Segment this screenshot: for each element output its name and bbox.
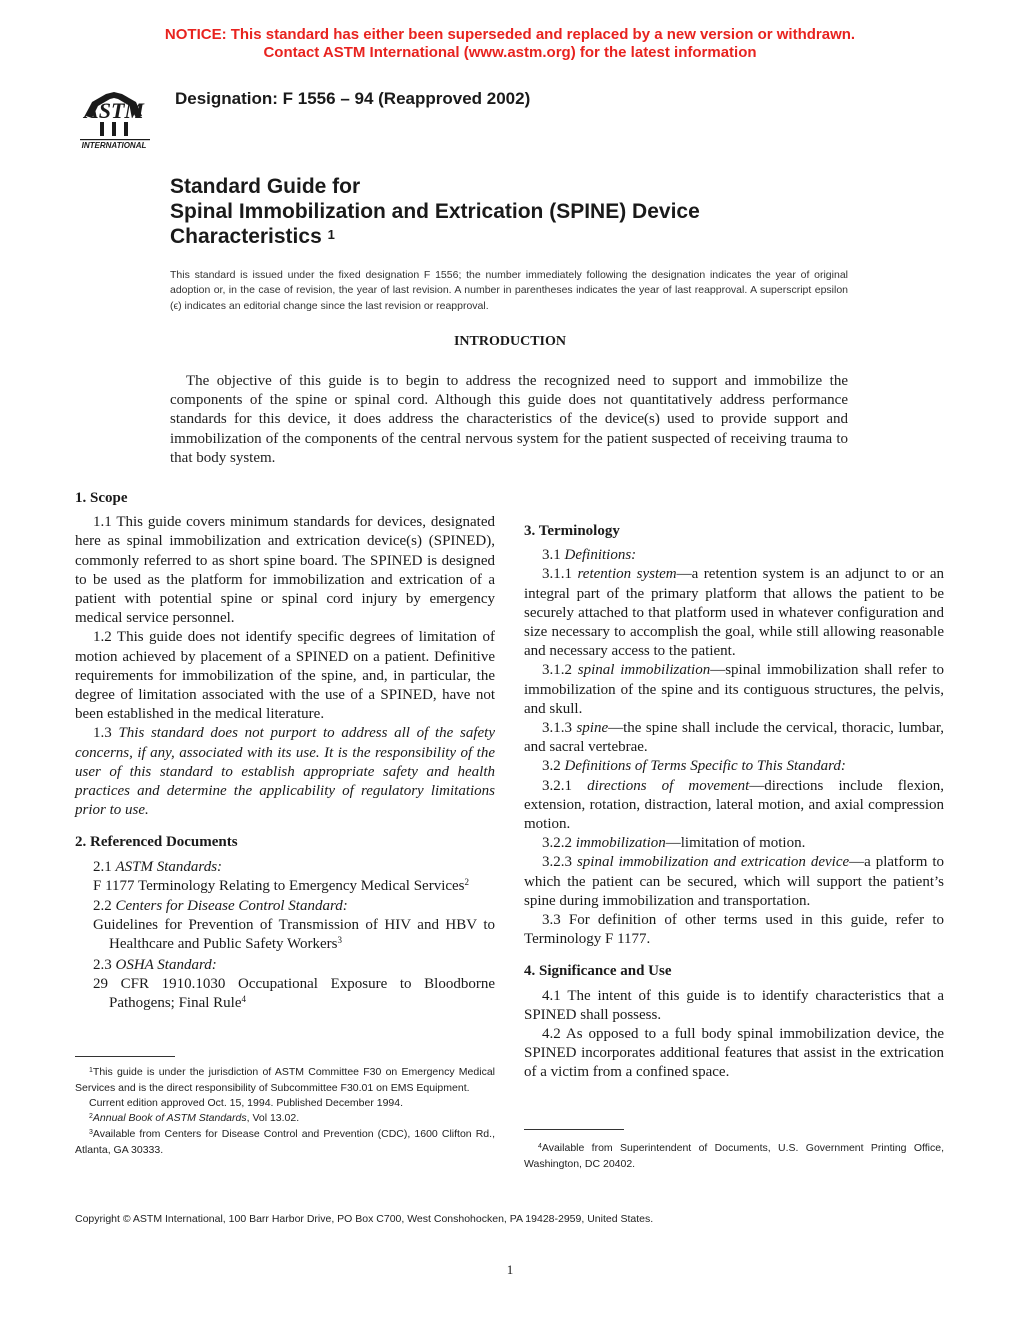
term-3-1-3 [524,719,944,757]
ref-2-3-number: 2.3 [93,956,116,973]
page-number: 1 [506,1262,514,1277]
ref-cdc [75,916,495,955]
ref-2-3-label: OSHA Standard: [115,956,217,973]
footnote-2-text: , Vol 13.02. [246,1112,300,1124]
footnote-4-number: 4 [538,1143,542,1150]
footnote-1-number: 1 [89,1067,93,1074]
footnote-1-edition: Current edition approved Oct. 15, 1994. Published December 1994. [89,1097,404,1109]
term-3-1-1 [524,565,944,661]
term-3-3: 3.3 For definition of other terms used in this guide, refer to Terminology F 1177. [524,912,944,948]
footnote-4 [524,1141,944,1172]
document-title [170,174,700,251]
term-3-1-1-text: —a retention system is an adjunct to or an integral part of the primary platform that allows the patient to be securely attached to that platform used in whatever configuration and size necessary to accomplish the goal, while still allowing reasonable and necessary access to the patient. [524,566,944,660]
ref-osha-footnote[interactable]: 4 [241,994,246,1005]
left-column [75,489,496,1012]
term-3-2-2-text: —limitation of motion. [665,835,806,852]
ref-f1177-text: F 1177 Terminology Relating to Emergency Medical Services [93,877,465,894]
term-3-2-3-number: 3.2.3 [542,854,577,871]
footnote-rule-right [524,1129,624,1130]
referenced-heading: 2. Referenced Documents [75,834,238,851]
issue-note: This standard is issued under the fixed designation F 1556; the number immediately following the designation indicates the year of original adoption or, in the case of revision, the year of last revision. A number in parentheses indicates the year of last reapproval. A superscript epsilon (ϵ) indicates an editorial change since the last revision or reapproval. [170,269,848,312]
introduction-text: The objective of this guide is to begin to address the recognized need to support and immobilize the components of the spine or spinal cord. Although this guide does not quantitatively address performance standards for this device, it does address the characteristics of the device(s) used to provide support and immobilization of the components of the central nervous system for the patient suspected of receiving trauma to that body system. [170,373,848,466]
term-3-2-2 [524,834,944,853]
term-3-1-2-term: spinal immobilization [577,662,711,679]
footnote-4-text: Available from Superintendent of Documents, U.S. Government Printing Office, Washington, DC 20402. [524,1142,944,1170]
term-3-2-2-term: immobilization [575,835,666,852]
term-3-1-3-text: —the spine shall include the cervical, thoracic, lumbar, and sacral vertebrae. [524,720,944,756]
ref-cdc-text: Guidelines for Prevention of Transmission of HIV and HBV to Healthcare and Public Safety Workers [93,917,495,953]
term-3-1-3-term: spine [576,720,609,737]
footnote-rule-left [75,1056,175,1057]
term-3-2 [524,757,944,776]
scope-1-1: 1.1 This guide covers minimum standards for devices, designated here as spinal immobilization and extrication device(s) (SPINED), commonly referred to as short spine board. The SPINED is designed to be used as the platform for immobilization and extrication of a patient with potential spine or spinal cord injury by emergency medical service personnel. [75,514,495,627]
term-3-2-3-text: —a platform to which the patient can be secured, which will support the patient’s spine during immobilization and transportation. [524,854,944,909]
scope-1-3-text: This standard does not purport to address all of the safety concerns, if any, associated with its use. It is the responsibility of the user of this standard to establish appropriate safety and health practices and determine the applicability of regulatory limitations prior to use. [75,725,496,819]
footnote-2-number: 2 [89,1113,93,1120]
ref-cdc-footnote[interactable]: 3 [337,935,342,946]
significance-4-1: 4.1 The intent of this guide is to identify characteristics that a SPINED shall possess. [524,987,944,1023]
footnotes-left [75,1065,495,1158]
footnote-3-text: Available from Centers for Disease Control and Prevention (CDC), 1600 Clifton Rd., Atlanta, GA 30333. [75,1128,495,1156]
notice-line-1: NOTICE: This standard has either been superseded and replaced by a new version or withdrawn. [164,26,856,43]
copyright-line: Copyright © ASTM International, 100 Barr Harbor Drive, PO Box C700, West Conshohocken, PA 19428-2959, United States. [75,1213,654,1225]
footnote-3-number: 3 [89,1129,93,1136]
term-3-1-label: Definitions: [564,547,637,564]
notice-line-2: Contact ASTM International (www.astm.org) for the latest information [263,44,757,61]
terminology-heading: 3. Terminology [524,523,620,539]
ref-2-1-label: ASTM Standards: [115,858,223,875]
footnote-1 [75,1065,495,1096]
significance-heading: 4. Significance and Use [524,963,672,980]
ref-2-1 [75,858,495,877]
term-3-1-3-number: 3.1.3 [542,720,577,737]
term-3-2-1-number: 3.2.1 [542,777,588,794]
ref-2-2-label: Centers for Disease Control Standard: [115,898,348,915]
title-footnote-ref[interactable]: 1 [327,227,335,242]
term-3-2-3-term: spinal immobilization and extrication device [576,854,850,871]
title-line-3: Characteristics [170,225,322,248]
ref-2-2 [75,897,495,916]
title-line-1: Standard Guide for [170,175,361,198]
astm-logo [66,78,162,150]
term-3-1-2-number: 3.1.2 [542,662,578,679]
ref-osha [75,975,495,1012]
ref-f1177-footnote[interactable]: 2 [464,876,470,887]
term-3-1-number: 3.1 [542,547,565,564]
term-3-2-1-term: directions of movement [587,777,750,794]
footnote-2-italic: Annual Book of ASTM Standards [92,1112,247,1124]
footnote-3 [75,1127,495,1158]
term-3-1-2 [524,661,944,719]
term-3-2-label: Definitions of Terms Specific to This Standard: [564,758,846,775]
logo-wordmark: ASTM [84,98,144,123]
term-3-1 [524,546,944,565]
ref-osha-text: 29 CFR 1910.1030 Occupational Exposure to Bloodborne Pathogens; Final Rule [93,975,495,1012]
term-3-2-1-text: —directions include flexion, extension, rotation, distraction, lateral motion, and axial compression motion. [524,777,944,833]
term-3-1-1-number: 3.1.1 [542,566,578,583]
term-3-2-1 [524,777,944,835]
designation: Designation: F 1556 – 94 (Reapproved 2002) [175,89,531,108]
logo-subtext: INTERNATIONAL [81,141,147,150]
scope-1-3 [75,724,495,820]
title-line-2: Spinal Immobilization and Extrication (SPINE) Device [170,200,700,223]
scope-1-2: 1.2 This guide does not identify specific degrees of limitation of motion achieved by placement of a SPINED on a patient. Definitive requirements for immobilization of the spine, and, in particular, the degree of limitation associated with the use of a SPINED, have not been established in the medical literature. [75,629,495,723]
scope-1-3-number: 1.3 [93,725,119,742]
right-column [524,489,944,1083]
term-3-2-number: 3.2 [542,758,565,775]
scope-heading: 1. Scope [75,490,128,506]
term-3-1-1-term: retention system [577,566,677,583]
significance-4-2: 4.2 As opposed to a full body spinal immobilization device, the SPINED incorporates additional features that assist in the extrication of a victim from a confined space. [524,1026,944,1081]
term-3-2-2-number: 3.2.2 [542,835,576,852]
term-3-2-3 [524,853,944,911]
footnotes-right [524,1141,944,1172]
introduction-heading: INTRODUCTION [453,334,566,349]
ref-f1177 [75,877,495,897]
ref-2-3 [75,956,495,975]
footnote-1-text: This guide is under the jurisdiction of ASTM Committee F30 on Emergency Medical Services and is the direct responsibility of Subcommittee F30.01 on EMS Equipment. [75,1066,495,1094]
ref-2-1-number: 2.1 [93,858,116,875]
withdrawn-notice [0,26,1020,62]
footnote-2 [75,1111,495,1127]
term-3-1-2-text: —spinal immobilization shall refer to immobilization of the spine and its contiguous structures, the pelvis, and skull. [524,662,944,717]
ref-2-2-number: 2.2 [93,898,116,915]
